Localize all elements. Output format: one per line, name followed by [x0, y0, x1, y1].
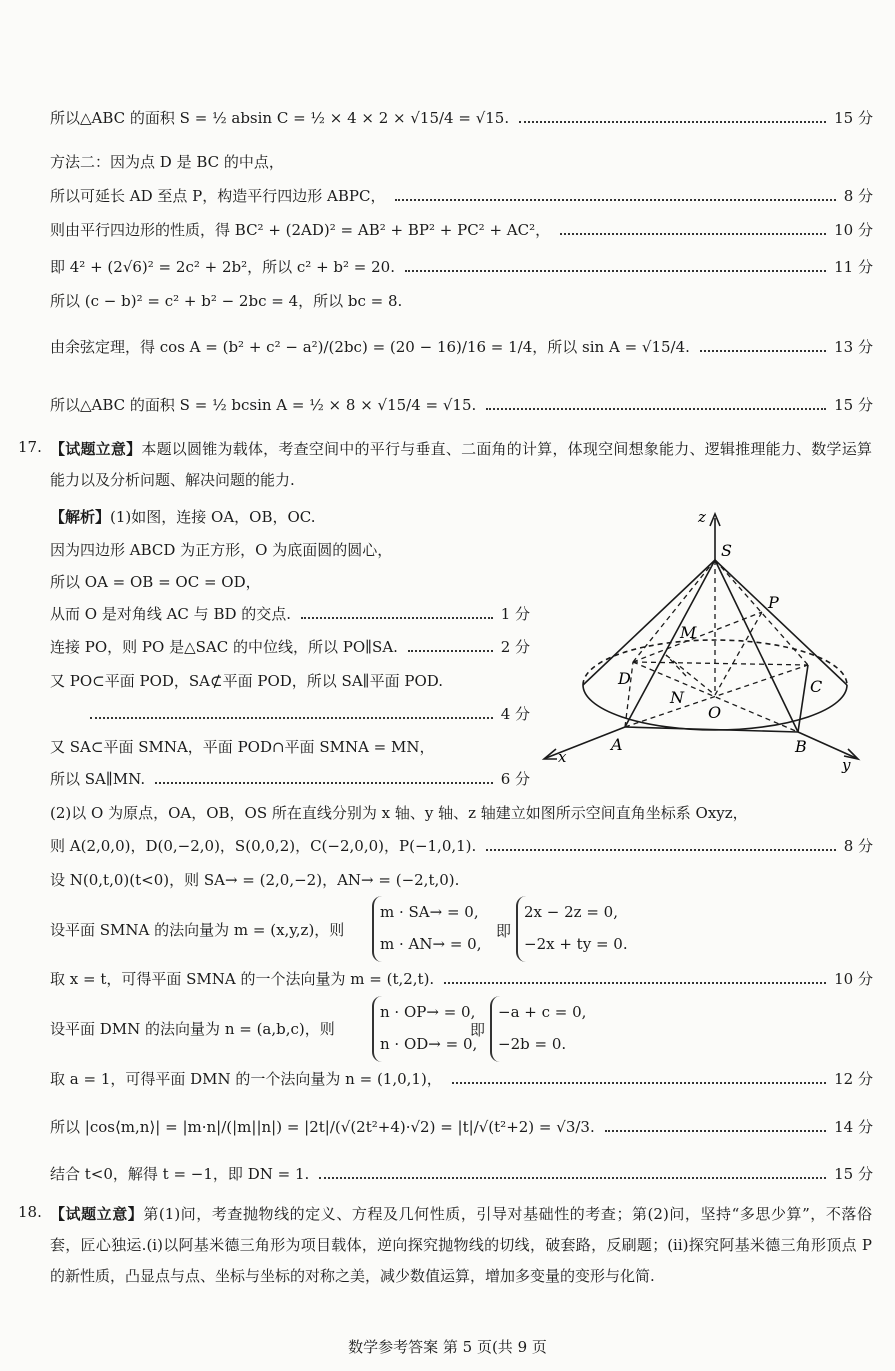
solution-line: 所以△ABC 的面积 S = ½ absin C = ½ × 4 × 2 × √15/4 = √15. 15 分 — [50, 109, 873, 127]
figure-label-B: B — [795, 737, 807, 756]
figure-label-P: P — [768, 593, 779, 612]
figure-label-A: A — [611, 735, 623, 754]
solution-line: 则由平行四边形的性质，得 BC² + (2AD)² = AB² + BP² + PC² + AC²， 10 分 — [50, 221, 873, 239]
figure-label-C: C — [810, 677, 823, 696]
system-eq: −2x + ty = 0. — [524, 935, 628, 953]
q17-analysis-line: 所以 OA = OB = OC = OD， — [50, 573, 261, 591]
page-footer: 数学参考答案 第 5 页(共 9 页 — [348, 1338, 547, 1356]
equation-connector: 即 — [496, 922, 512, 940]
q17-part2-line: 设 N(0,t,0)(t<0)，则 SA→ = (2,0,−2)，AN→ = (−2,t,0). — [50, 871, 460, 889]
q18-intent: 【试题立意】第(1)问，考查抛物线的定义、方程及几何性质，引导对基础性的考查；第(2)问，坚持“多思少算”，不落俗套，匠心独运.(i)以阿基米德三角形为项目载体，逆向探究抛物线的切线，破套路，反刷题；(ii)探究阿基米德三角形顶点 P 的新性质，凸显点与点、坐标与坐标的对称之美，减少数值运算，增加多变量的变形与化简. — [50, 1205, 872, 1285]
q17-analysis-line: 【解析】 (1)如图，连接 OA，OB，OC. — [50, 508, 316, 526]
solution-line: 由余弦定理，得 cos A = (b² + c² − a²)/(2bc) = (20 − 16)/16 = 1/4，所以 sin A = √15/4. 13 分 — [50, 338, 873, 356]
figure-label-z: z — [698, 508, 706, 526]
q17-analysis-line: 4 分 — [50, 704, 530, 724]
system-eq: −a + c = 0, — [498, 1003, 587, 1021]
equation-system — [516, 896, 628, 962]
equation-system — [372, 896, 481, 962]
q17-analysis-line: 连接 PO，则 PO 是△SAC 的中位线，所以 PO∥SA. 2 分 — [50, 638, 530, 656]
figure-label-S: S — [721, 541, 732, 560]
q17-intent: 【试题立意】本题以圆锥为载体，考查空间中的平行与垂直、二面角的计算，体现空间想象能力、逻辑推理能力、数学运算能力以及分析问题、解决问题的能力. — [50, 440, 872, 489]
q17-part2-line: 设平面 DMN 的法向量为 n = (a,b,c)，则 — [50, 1020, 335, 1038]
question-number: 18. — [18, 1203, 42, 1221]
q17-analysis-line: 从而 O 是对角线 AC 与 BD 的交点. 1 分 — [50, 605, 530, 623]
method2-title: 方法二：因为点 D 是 BC 的中点， — [50, 153, 284, 171]
system-eq: m · SA→ = 0, — [380, 903, 479, 921]
q17-part2-line: 设平面 SMNA 的法向量为 m = (x,y,z)，则 — [50, 921, 345, 939]
equation-system — [372, 996, 477, 1062]
system-eq: n · OP→ = 0, — [380, 1003, 476, 1021]
equation-connector: 即 — [470, 1021, 486, 1039]
system-eq: −2b = 0. — [498, 1035, 567, 1053]
figure-label-y: y — [842, 756, 851, 774]
solution-line: 所以△ABC 的面积 S = ½ bcsin A = ½ × 8 × √15/4 = √15. 15 分 — [50, 396, 873, 414]
cone-figure — [538, 500, 878, 778]
equation-system — [490, 996, 586, 1062]
solution-line: 所以可延长 AD 至点 P，构造平行四边形 ABPC， 8 分 — [50, 187, 873, 205]
q17-analysis-line: 所以 SA∥MN. 6 分 — [50, 770, 530, 788]
figure-label-x: x — [558, 748, 567, 766]
figure-label-M: M — [680, 623, 697, 642]
q17-part2-line: 则 A(2,0,0)，D(0,−2,0)，S(0,0,2)，C(−2,0,0)，P(−1,0,1). 8 分 — [50, 837, 873, 855]
question-number: 17. — [18, 438, 42, 456]
system-eq: n · OD→ = 0, — [380, 1035, 478, 1053]
q17-analysis-line: 因为四边形 ABCD 为正方形，O 为底面圆的圆心， — [50, 541, 393, 559]
q17-part2-line: 取 x = t，可得平面 SMNA 的一个法向量为 m = (t,2,t). 10 分 — [50, 970, 873, 988]
q17-part2-line: (2)以 O 为原点，OA，OB，OS 所在直线分别为 x 轴、y 轴、z 轴建立如图所示空间直角坐标系 Oxyz， — [50, 804, 748, 822]
q17-part2-line: 取 a = 1，可得平面 DMN 的一个法向量为 n = (1,0,1)， 12 分 — [50, 1070, 873, 1088]
solution-line: 所以 (c − b)² = c² + b² − 2bc = 4，所以 bc = 8. — [50, 292, 403, 310]
figure-label-O: O — [708, 703, 722, 722]
figure-label-N: N — [670, 688, 684, 707]
solution-line: 即 4² + (2√6)² = 2c² + 2b²，所以 c² + b² = 20. 11 分 — [50, 258, 873, 276]
q17-part2-line: 结合 t<0，解得 t = −1，即 DN = 1. 15 分 — [50, 1165, 873, 1183]
figure-label-D: D — [618, 669, 631, 688]
system-eq: m · AN→ = 0, — [380, 935, 482, 953]
q17-analysis-line: 又 PO⊂平面 POD，SA⊄平面 POD，所以 SA∥平面 POD. — [50, 672, 443, 690]
q17-part2-line: 所以 |cos⟨m,n⟩| = |m·n|/(|m||n|) = |2t|/(√(2t²+4)·√2) = |t|/√(t²+2) = √3/3. 14 分 — [50, 1118, 873, 1136]
q17-analysis-line: 又 SA⊂平面 SMNA，平面 POD∩平面 SMNA = MN， — [50, 738, 435, 756]
system-eq: 2x − 2z = 0, — [524, 903, 618, 921]
